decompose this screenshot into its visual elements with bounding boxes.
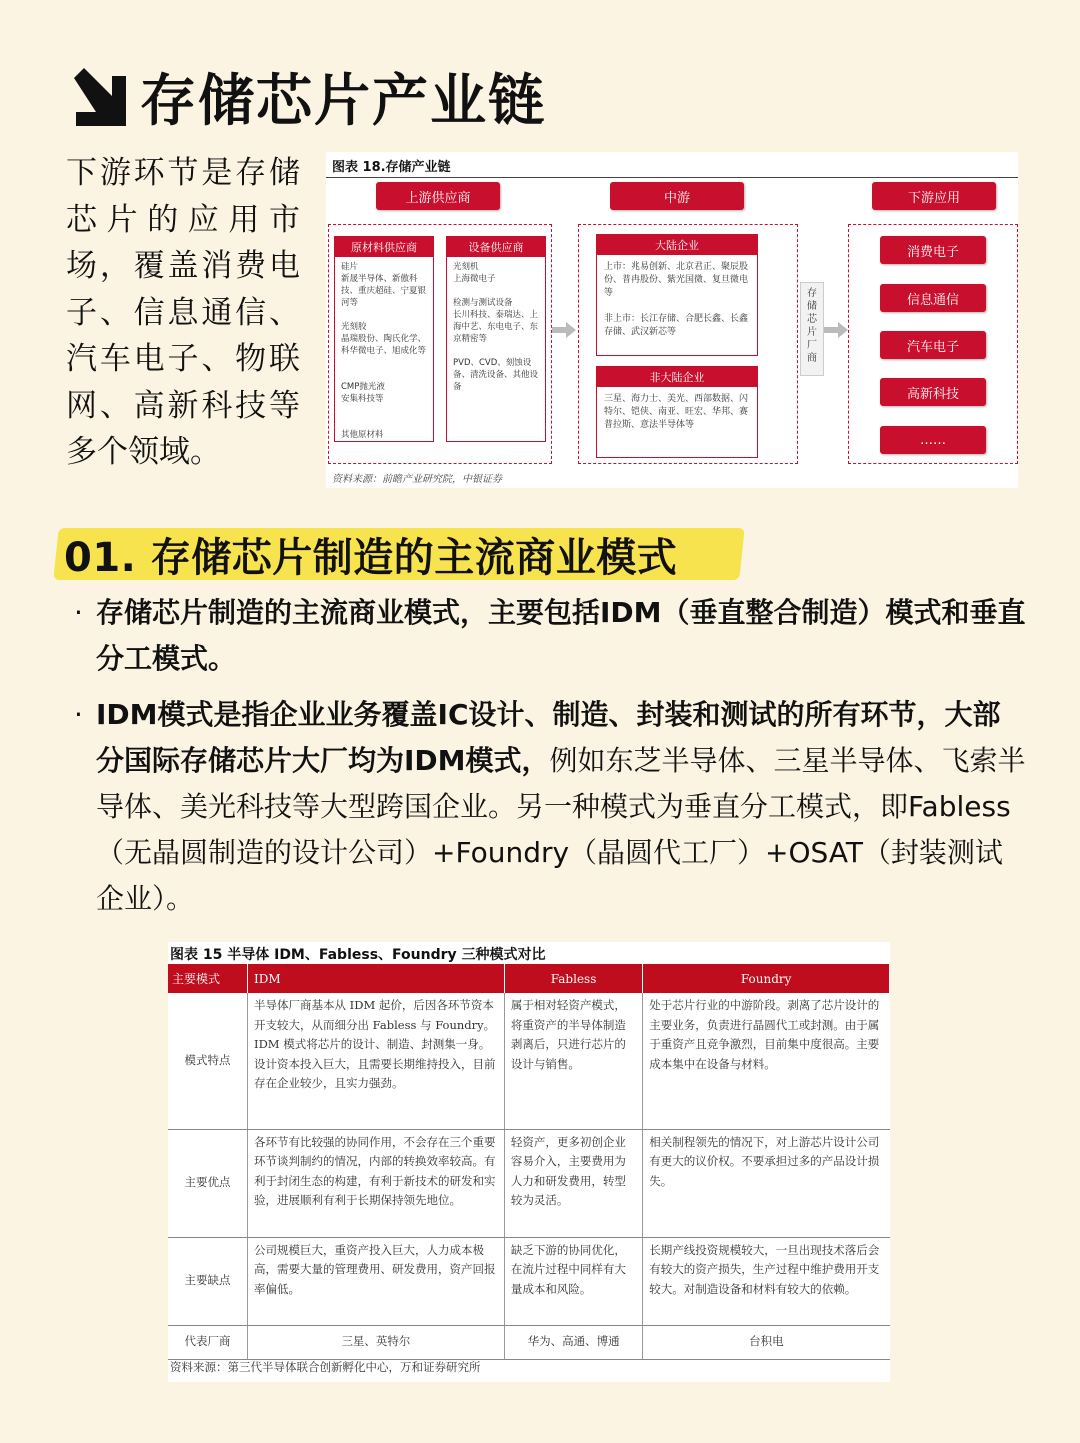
bullet-dot: · (74, 698, 83, 731)
app-automotive: 汽车电子 (880, 331, 986, 359)
bullet-item (74, 590, 1026, 682)
figure-caption: 图表 18.存储产业链 (332, 160, 451, 175)
raw-material-header: 原材料供应商 (335, 237, 433, 257)
header-fabless: Fabless (504, 964, 642, 993)
equipment-header: 设备供应商 (447, 237, 545, 257)
app-consumer-electronics: 消费电子 (880, 236, 986, 264)
upstream-label: 上游供应商 (376, 182, 500, 210)
comparison-figure (168, 942, 890, 1382)
app-high-tech: 高新科技 (880, 378, 986, 406)
mainland-header: 大陆企业 (597, 235, 757, 255)
equipment-list: 光刻机 上海微电子 检测与测试设备 长川科技、泰瑞达、上海中艺、东电电子、东京精密等 PVD、CVD、刻蚀设备、清洗设备、其他设备 (453, 262, 539, 392)
overseas-box (596, 366, 758, 458)
intro-paragraph: 下游环节是存储芯片的应用市场，覆盖消费电子、信息通信、汽车电子、物联网、高新科技等多个领域。 (66, 155, 300, 470)
bullet-text: 存储芯片制造的主流商业模式，主要包括IDM（垂直整合制造）模式和垂直分工模式。 (96, 596, 1026, 675)
table-row (168, 1325, 890, 1359)
raw-material-box (334, 236, 434, 442)
comparison-table (168, 964, 890, 1360)
midstream-label: 中游 (610, 182, 744, 210)
bullet-bold-text: IDM模式是指企业业务覆盖IC设计、制造、封装和测试的所有环节，大部分国际存储芯片大厂均为IDM模式， (96, 698, 1001, 777)
app-more: …… (880, 426, 986, 454)
row-label: 代表厂商 (168, 1325, 248, 1359)
chip-maker-column (800, 282, 824, 376)
cell-fabless: 属于相对轻资产模式，将重资产的半导体制造剥离后，只进行芯片的设计与销售。 (504, 993, 642, 1129)
mainland-box (596, 234, 758, 356)
title-row (68, 60, 546, 134)
cell-foundry: 长期产线投资规模较大，一旦出现技术落后会有较大的资产损失，生产过程中维护费用开支较大。对制造设备和材料有较大的依赖。 (643, 1237, 890, 1325)
row-label: 模式特点 (168, 993, 248, 1129)
arrow-right-icon (824, 322, 848, 338)
cell-idm: 公司规模巨大，重资产投入巨大，人力成本极高，需要大量的管理费用、研发费用，资产回报率偏低。 (248, 1237, 505, 1325)
cell-foundry: 相关制程领先的情况下，对上游芯片设计公司有更大的议价权。不要承担过多的产品设计损失。 (643, 1129, 890, 1237)
cell-idm: 半导体厂商基本从 IDM 起价，后因各环节资本开支较大，从而细分出 Fabless 与 Foundry。IDM 模式将芯片的设计、制造、封测集一身。设计资本投入巨大，且需要长期维持投入，目前存在企业较少，且实力强劲。 (248, 993, 505, 1129)
cell-fabless: 缺乏下游的协同优化，在流片过程中同样有大量成本和风险。 (504, 1237, 642, 1325)
table-source: 资料来源：第三代半导体联合创新孵化中心，万和证券研究所 (170, 1360, 481, 1374)
header-idm: IDM (248, 964, 505, 993)
arrow-right-icon (552, 322, 576, 338)
cell-foundry: 台积电 (643, 1325, 890, 1359)
table-caption: 图表 15 半导体 IDM、Fabless、Foundry 三种模式对比 (170, 947, 546, 963)
cell-fabless: 华为、高通、博通 (504, 1325, 642, 1359)
downstream-label: 下游应用 (872, 182, 996, 210)
figure-rule (326, 177, 1018, 178)
table-row (168, 993, 890, 1129)
figure-source: 资料来源：前瞻产业研究院，中银证券 (332, 474, 502, 485)
equipment-box (446, 236, 546, 442)
overseas-companies: 三星、海力士、美光、西部数据、闪特尔、铠侠、南亚、旺宏、华邦、赛普拉斯、意法半导体等 (604, 394, 749, 430)
header-foundry: Foundry (643, 964, 890, 993)
bullet-item (74, 692, 1026, 922)
chip-maker-label: 存储芯片厂商 (807, 288, 817, 364)
table-header-row (168, 964, 890, 993)
cell-idm: 各环节有比较强的协同作用，不会存在三个重要环节谈判制约的情况，内部的转换效率较高。有利于封闭生态的构建，有利于新技术的研发和实验，进展顺利有利于长期保持领先地位。 (248, 1129, 505, 1237)
bullet-text: 例如东芝半导体、三星半导体、飞索半导体、美光科技等大型跨国企业。另一种模式为垂直分工模式，即Fabless（无晶圆制造的设计公司）+Foundry（晶圆代工厂）+OSAT（封装测试企业）。 (96, 744, 1026, 915)
cell-foundry: 处于芯片行业的中游阶段。剥离了芯片设计的主要业务，负责进行晶圆代工或封测。由于属于重资产且竞争激烈，目前集中度很高。主要成本集中在设备与材料。 (643, 993, 890, 1129)
bullet-dot: · (74, 596, 83, 629)
mainland-companies: 上市：兆易创新、北京君正、聚辰股份、普冉股份、紫光国微、复旦微电等 非上市：长江存储、合肥长鑫、长鑫存储、武汉新芯等 (604, 262, 749, 337)
row-label: 主要优点 (168, 1129, 248, 1237)
arrow-down-right-icon (68, 68, 126, 126)
raw-material-list: 硅片 新晟半导体、新傲科技、重庆超硅、宁夏银河等 光刻胶 晶瑞股份、陶氏化学、科华微电子、旭成化等 CMP抛光液 安集科技等 其他原材料 (341, 262, 427, 440)
header-mode: 主要模式 (168, 964, 248, 993)
table-row (168, 1237, 890, 1325)
row-label: 主要缺点 (168, 1237, 248, 1325)
cell-idm: 三星、英特尔 (248, 1325, 505, 1359)
cell-fabless: 轻资产，更多初创企业容易介入，主要费用为人力和研发费用，转型较为灵活。 (504, 1129, 642, 1237)
app-communications: 信息通信 (880, 284, 986, 312)
page-title: 存储芯片产业链 (140, 69, 546, 134)
overseas-header: 非大陆企业 (597, 367, 757, 387)
section-title: 01. 存储芯片制造的主流商业模式 (64, 535, 678, 581)
table-row (168, 1129, 890, 1237)
supply-chain-figure (326, 152, 1018, 488)
